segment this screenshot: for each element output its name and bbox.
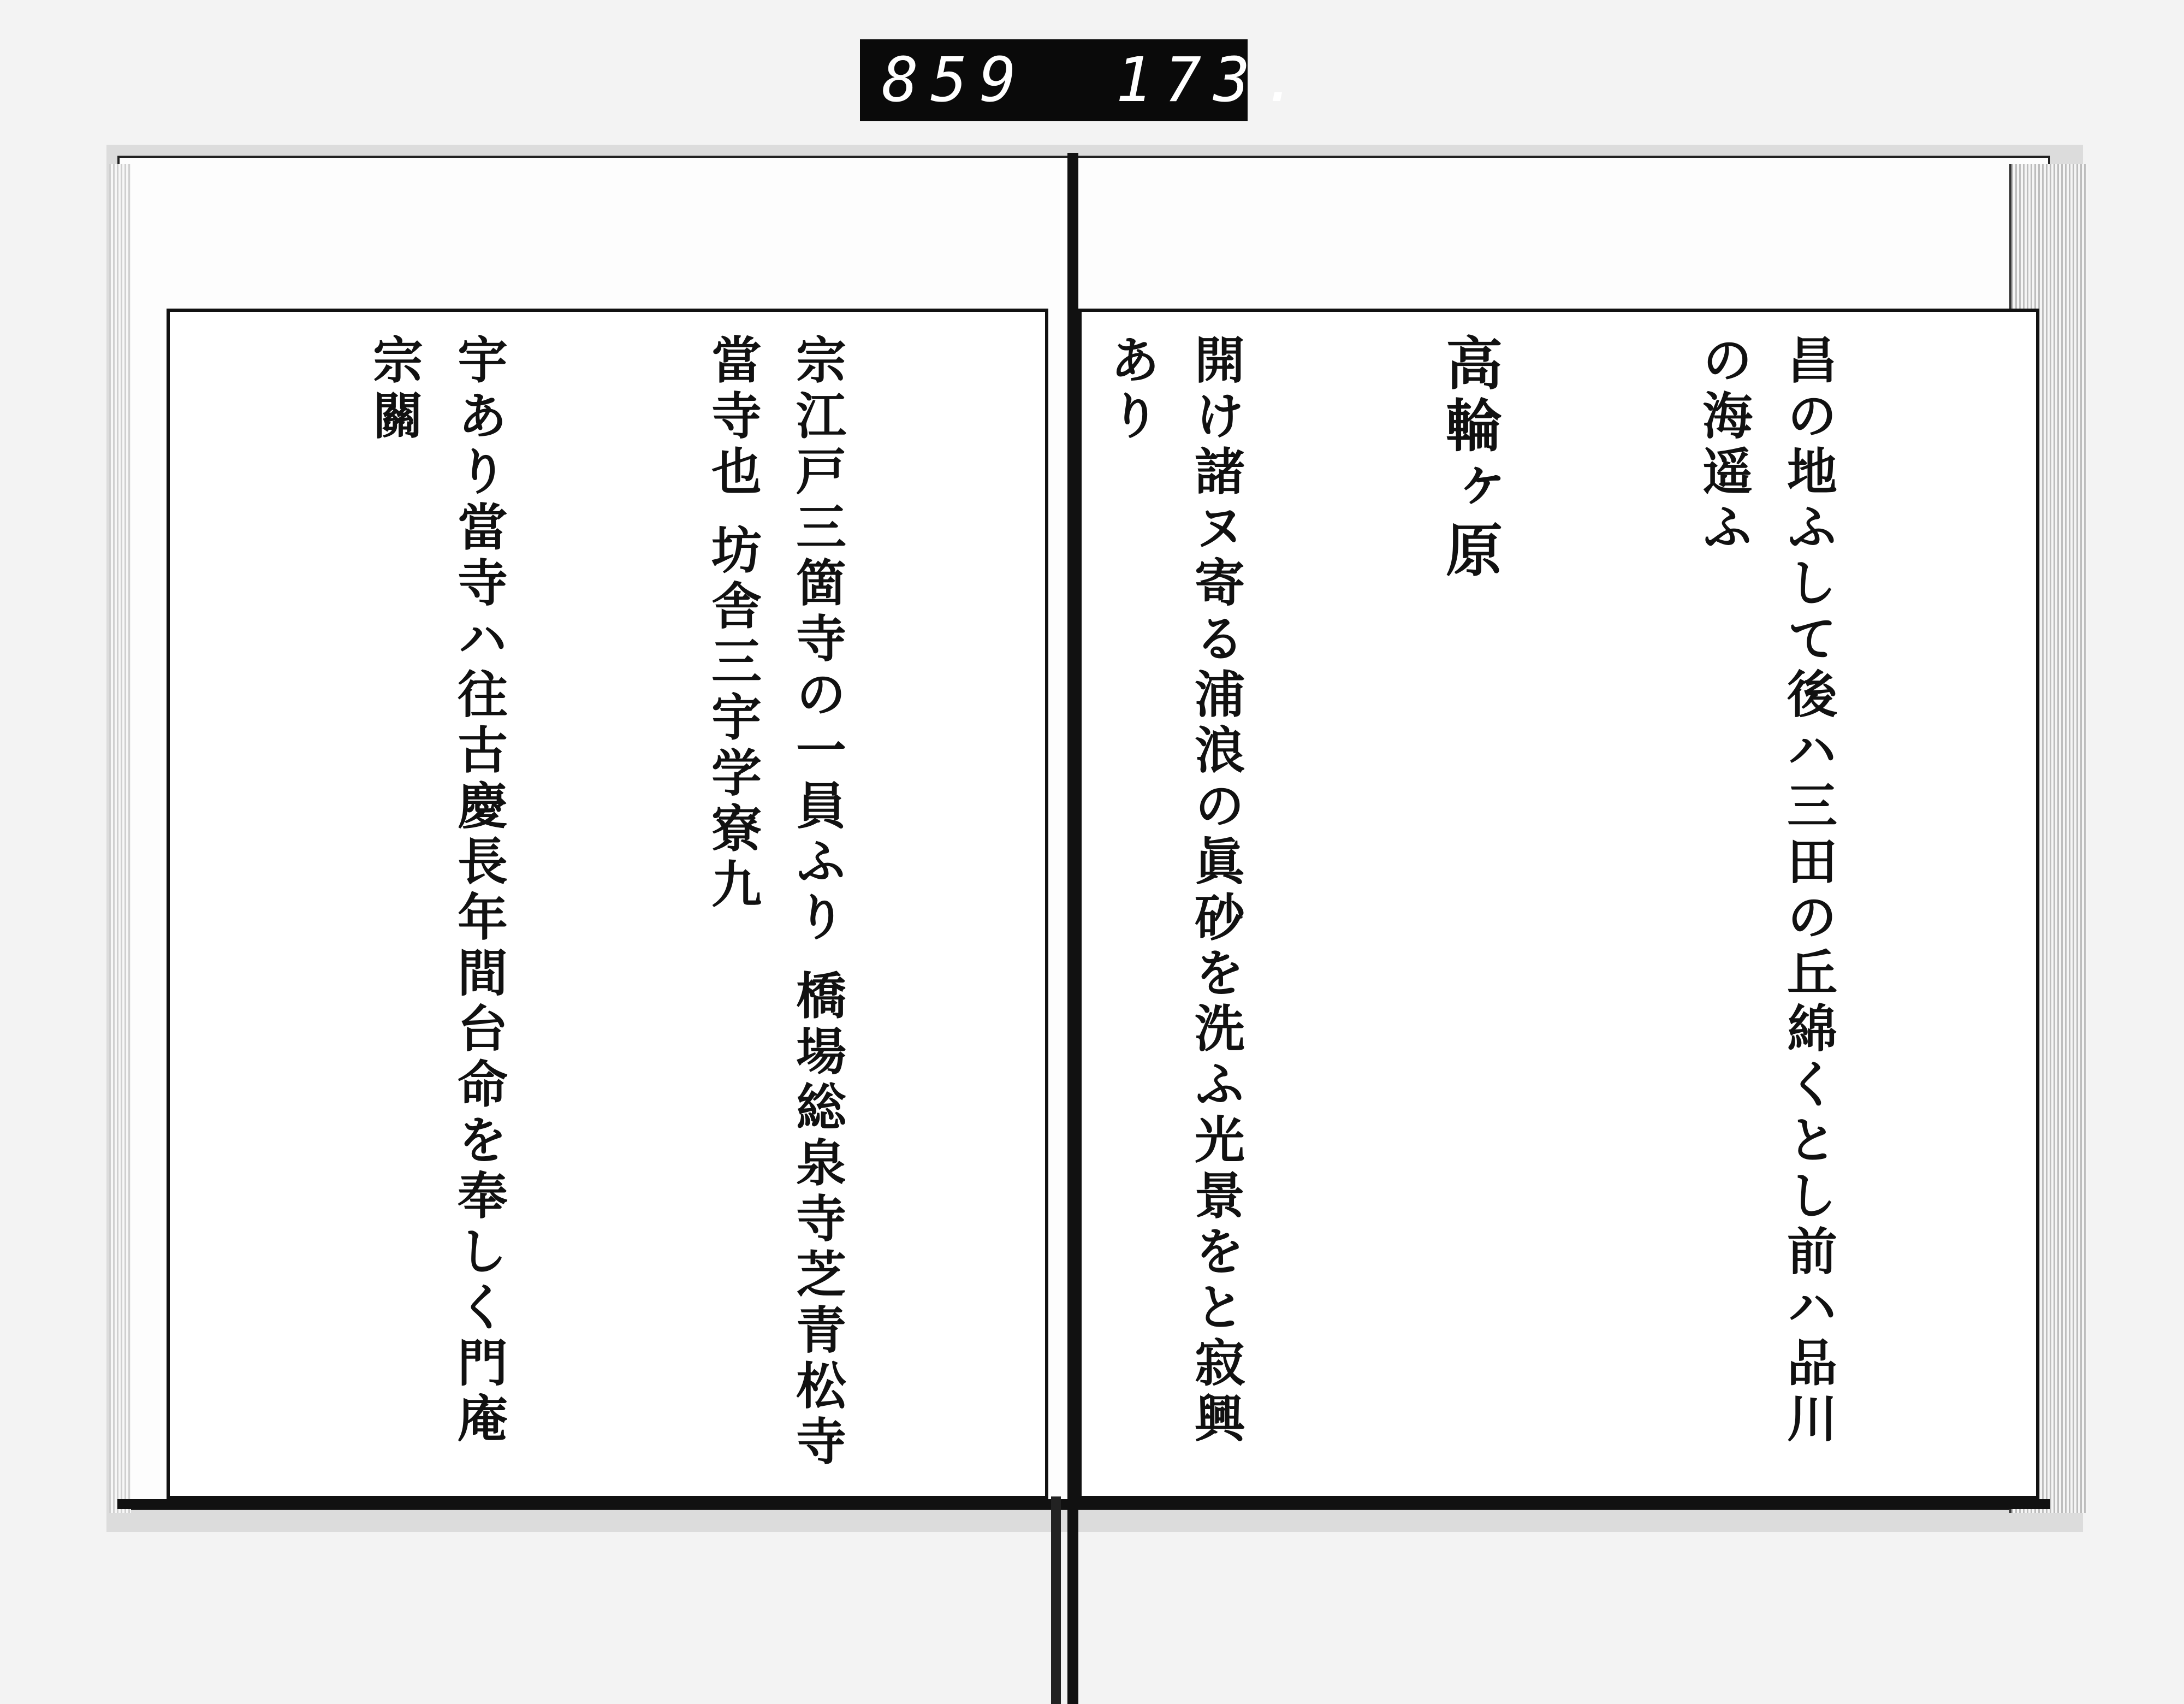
left-page-text [167, 334, 1029, 1474]
frame-number-left: 859 [882, 45, 1029, 116]
left-page-edges [109, 164, 131, 1513]
frame-number-right: 173. [1115, 45, 1311, 116]
left-page [167, 309, 1048, 1499]
book-gutter [1067, 153, 1078, 1704]
bottom-binding-line [117, 1499, 2050, 1509]
text-column: 宇あり當寺ハ往古慶長年間台命を奉しく門庵宗關 [365, 334, 508, 1448]
text-column: 宗江戸三箇寺の一員ふり 橋場総泉寺芝青松寺當寺也 坊舎三宇学寮九 [703, 334, 847, 1471]
text-column: 和尚外櫻田の地ヌ創建ある所なり禅刹なりも後寛永十 [167, 334, 170, 1448]
text-column: 開け諸ヌ寄る浦浪の眞砂を洗ふ光景をと寂興あり [1102, 334, 1245, 1448]
right-page-text [1098, 334, 2020, 1474]
right-page [1078, 309, 2039, 1499]
film-frame-label [860, 39, 1311, 121]
text-column: 昌の地ふして後ハ三田の丘綿くとし前ハ品川の海遥ふ [1694, 334, 1838, 1448]
book-gutter-shadow [1051, 1496, 1061, 1704]
section-heading: 高輪ヶ原 [1436, 334, 1503, 583]
